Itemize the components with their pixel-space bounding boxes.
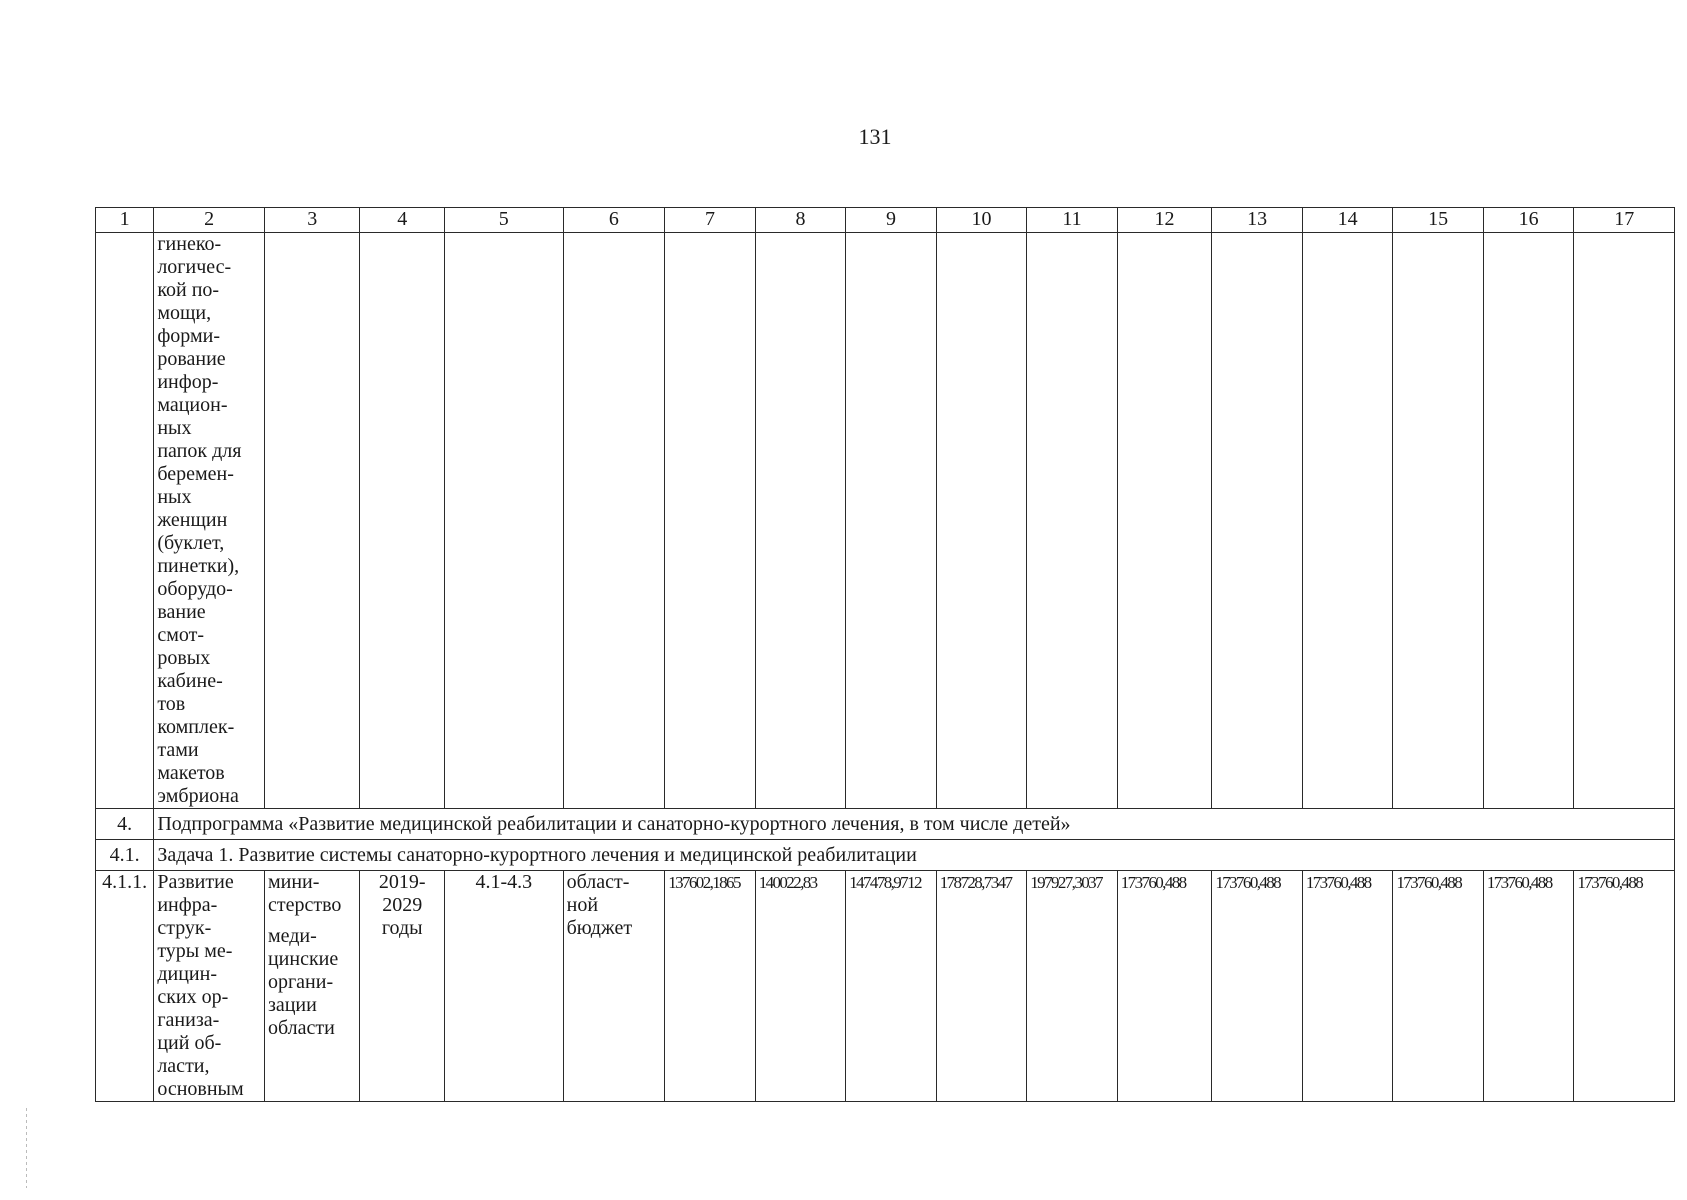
text-line: ских ор- [157,986,229,1008]
text-line: ласти, [157,1055,210,1077]
text-line: папок для [157,440,242,462]
table-cell [563,233,665,809]
text-line: годы [381,917,423,939]
text-line: основным [157,1078,244,1100]
table-cell [264,233,360,809]
table-cell [1483,233,1574,809]
table-cell [1302,233,1393,809]
text-line: вание [157,601,206,623]
text-line: туры ме- [157,940,233,962]
subprogram-title: Подпрограмма «Развитие медицинской реабилитации и санаторно-курортного лечения, в том числе детей» [154,809,1675,840]
table-cell [846,233,937,809]
funding-value: 173760,488 [1302,871,1393,1102]
text-line: (буклет, [157,532,225,554]
text-line: ций об- [157,1032,222,1054]
funding-value: 197927,3037 [1027,871,1118,1102]
table-cell [444,233,563,809]
text-line: инфор- [157,371,219,393]
text-line: макетов [157,762,225,784]
text-line: области [267,1017,335,1039]
continuation-row [96,233,1675,809]
funding-value: 178728,7347 [936,871,1027,1102]
page-number: 131 [858,124,892,149]
text-line: ных [157,417,192,439]
funding-source-cell [563,871,665,1102]
text-line: ровых [157,647,211,669]
task-title: Задача 1. Развитие системы санаторно-курортного лечения и медицинской реабилитации [154,840,1675,871]
column-number: 2 [154,208,265,233]
funding-value: 173760,488 [1393,871,1484,1102]
funding-value: 173760,488 [1117,871,1212,1102]
indicators-cell: 4.1-4.3 [444,871,563,1102]
text-line: 2019- [378,871,426,893]
table-cell [96,233,154,809]
table-cell [1212,233,1303,809]
measure-name-cell [154,871,265,1102]
text-line: ганиза- [157,1009,220,1031]
text-line: бюджет [566,917,633,939]
text-line: рование [157,348,226,370]
text-line: пинетки), [157,555,240,577]
task-row [96,840,1675,871]
column-number: 15 [1393,208,1484,233]
text-line: Развитие [157,871,234,893]
text-line: оборудо- [157,578,233,600]
table-cell [936,233,1027,809]
table-cell [1393,233,1484,809]
table-cell [755,233,846,809]
text-line: мини- [267,871,320,893]
text-line: беремен- [157,463,234,485]
funding-value: 147478,9712 [846,871,937,1102]
text-line: инфра- [157,894,218,916]
program-table [95,207,1675,1102]
text-line: меди- [267,925,317,947]
text-line: дицин- [157,963,217,985]
table-cell [665,233,756,809]
funding-value: 137602,1865 [665,871,756,1102]
table-cell [1117,233,1212,809]
table-cell [360,233,444,809]
column-number: 17 [1574,208,1675,233]
column-number: 9 [846,208,937,233]
text-line: смот- [157,624,204,646]
text-line: 2029 [382,894,423,916]
column-number: 8 [755,208,846,233]
measure-number: 4.1.1. [96,871,154,1102]
column-number: 10 [936,208,1027,233]
column-number: 7 [665,208,756,233]
measure-row [96,871,1675,1102]
text-line: цинские [267,948,339,970]
column-number: 14 [1302,208,1393,233]
column-number: 4 [360,208,444,233]
text-line: стерство [267,894,342,916]
continuation-text-cell [154,233,265,809]
text-line: женщин [157,509,228,531]
period-cell [360,871,444,1102]
text-line: логичес- [157,256,232,278]
text-line: кой по- [157,279,220,301]
funding-value: 140022,83 [755,871,846,1102]
subprogram-row [96,809,1675,840]
text-line: зации [267,994,317,1016]
text-line: эмбриона [157,785,239,807]
column-number: 13 [1212,208,1303,233]
spacer [268,917,357,925]
text-line: мощи, [157,302,212,324]
column-number: 6 [563,208,665,233]
text-line: форми- [157,325,221,347]
column-number: 3 [264,208,360,233]
funding-value: 173760,488 [1212,871,1303,1102]
column-number: 5 [444,208,563,233]
text-line: област- [566,871,630,893]
column-number: 11 [1027,208,1118,233]
column-number: 16 [1483,208,1574,233]
table-cell [1574,233,1675,809]
text-line: струк- [157,917,212,939]
text-line: органи- [267,971,334,993]
text-line: тами [157,739,199,761]
column-number: 12 [1117,208,1212,233]
text-line: ной [566,894,599,916]
column-number: 1 [96,208,154,233]
task-number: 4.1. [96,840,154,871]
text-line: мацион- [157,394,228,416]
executor-cell [264,871,360,1102]
column-number-row [96,208,1675,233]
text-line: комплек- [157,716,235,738]
text-line: ных [157,486,192,508]
text-line: тов [157,693,186,715]
table-cell [1027,233,1118,809]
subprogram-number: 4. [96,809,154,840]
funding-value: 173760,488 [1483,871,1574,1102]
text-line: гинеко- [157,233,222,255]
funding-value: 173760,488 [1574,871,1675,1102]
text-line: кабине- [157,670,223,692]
scan-artifact [26,1108,27,1188]
